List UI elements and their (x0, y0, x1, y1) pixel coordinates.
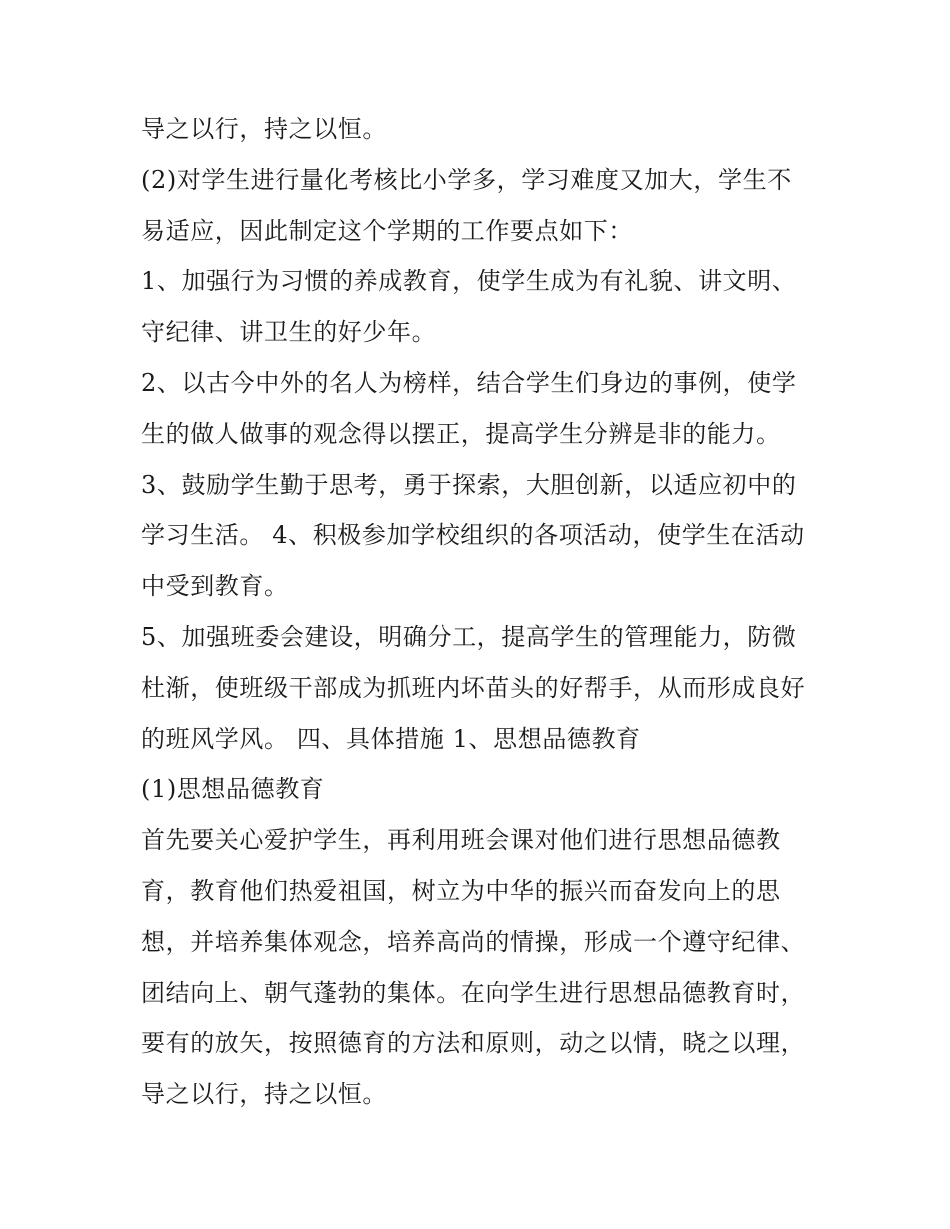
text-line: 生的做人做事的观念得以摆正，提高学生分辨是非的能力。 (141, 419, 781, 448)
document-body (141, 104, 821, 1120)
text-line: (1)思想品德教育 (141, 775, 325, 804)
text-line: 首先要关心爱护学生，再利用班会课对他们进行思想品德教 (141, 826, 781, 855)
text-line: 的班风学风。 四、具体措施 1、思想品德教育 (141, 724, 641, 753)
text-line: 学习生活。 4、积极参加学校组织的各项活动，使学生在活动 (141, 521, 805, 550)
text-line: 5、加强班委会建设，明确分工，提高学生的管理能力，防微 (141, 622, 797, 651)
text-line: 2、以古今中外的名人为榜样，结合学生们身边的事例，使学 (141, 368, 797, 397)
text-line: 导之以行，持之以恒。 (141, 115, 387, 143)
text-line: 中受到教育。 (141, 572, 289, 601)
text-line: 3、鼓励学生勤于思考，勇于探索，大胆创新，以适应初中的 (141, 470, 797, 499)
text-line: 团结向上、朝气蓬勃的集体。在向学生进行思想品德教育时， (141, 978, 806, 1007)
text-line: 守纪律、讲卫生的好少年。 (141, 318, 437, 347)
text-line: 导之以行，持之以恒。 (141, 1080, 387, 1109)
text-line: 想，并培养集体观念，培养高尚的情操，形成一个遵守纪律、 (141, 927, 806, 956)
text-line: (2)对学生进行量化考核比小学多，学习难度又加大，学生不 (141, 165, 792, 194)
text-line: 杜渐，使班级干部成为抓班内坏苗头的好帮手，从而形成良好 (141, 673, 806, 702)
text-line: 育，教育他们热爱祖国，树立为中华的振兴而奋发向上的思 (141, 876, 781, 905)
text-line: 要有的放矢，按照德育的方法和原则，动之以情，晓之以理， (141, 1029, 806, 1058)
text-line: 易适应，因此制定这个学期的工作要点如下： (141, 216, 633, 245)
text-line: 1、加强行为习惯的养成教育，使学生成为有礼貌、讲文明、 (141, 267, 797, 296)
